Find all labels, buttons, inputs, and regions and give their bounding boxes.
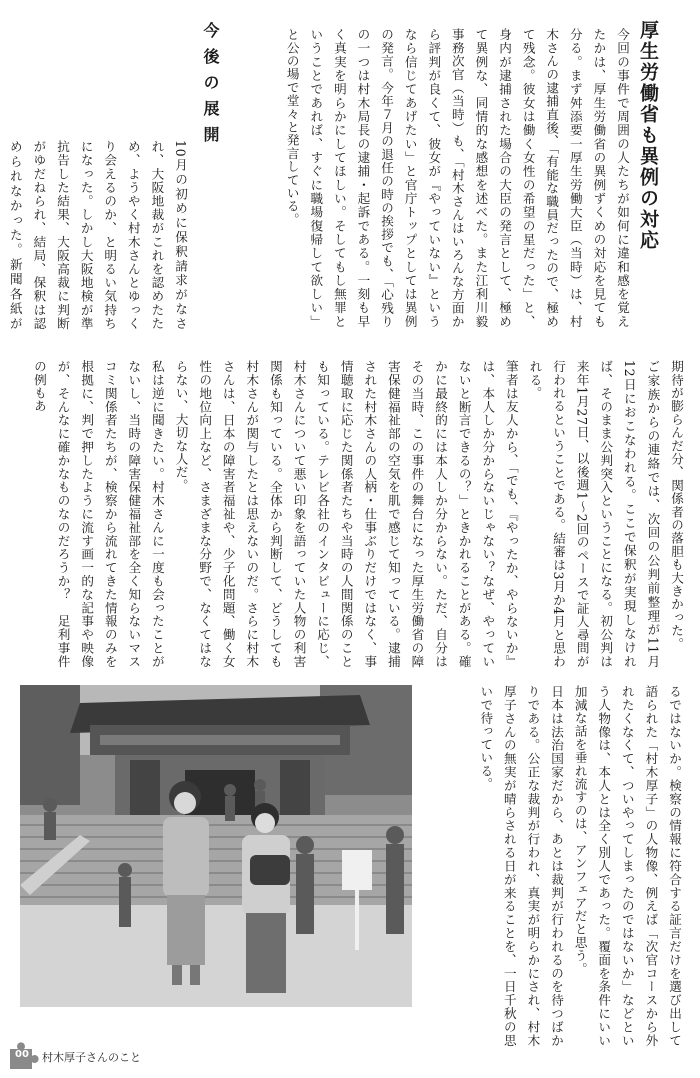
footer-label: 村木厚子さんのこと (42, 1051, 141, 1064)
page-footer (8, 1042, 308, 1072)
shrine-gate-photo (20, 685, 412, 1007)
article-body-top-left: 10月の初めに保釈請求がなされ、大阪地裁がこれを認めたため、ようやく村木さんとゆっくり会えるのか、と明るい気持ちになった。しかし大阪地検が準抗告した結果、大阪高裁に判断がゆだねられ、結局、保釈は認められなかった。新聞各紙が (7, 140, 188, 330)
photo-illustration (20, 685, 412, 1007)
article-body-bottom: るではないか。検察の情報に符合する証言だけを選び出して語られた「村木厚子」の人物像、例えば「次官コースから外れたくなくて、ついやってしまったのではないか」などという人物像は、本人とは全く別人であった。覆面を条件にいい加減な話を垂れ流すのは、アンフェアだと思う。 日本は法治国家だから、あとは裁判が行われるのを待つばかりである。公正な裁判が行われ、真実が明らかにされ、村木厚子さんの無実が晴らされる日が来ることを、一日千秋の思いで待っている。 (478, 685, 682, 1047)
article-body-top-right: 今回の事件で周囲の人たちが如何に違和感を覚えたかは、厚生労働省の異例ずくめの対応を見ても分る。まず舛添要一厚生労働大臣（当時）は、村木さんの逮捕直後、「有能な職員だったので、極めて残念。彼女は働く女性の希望の星だった」と、身内が逮捕された場合の大臣の発言として、極めて異例な、同情的な感想を述べた。また江利川毅事務次官（当時）も、「村木さんはいろんな方面から評判が良くて、彼女が『やっていない』というなら信じてあげたい」と官庁トップとしては異例の発言。今年７月の退任の時の挨拶でも、「心残りの一つは村木局長の逮捕・起訴である。一刻も早く真実を明らかにしてほしい。そしてもし無罪ということであれば、すぐに職場復帰して欲しい」と公の場で堂々と発言している。 (284, 28, 630, 328)
article-title: 厚生労働省も異例の対応 (637, 20, 659, 251)
page-number: 00 (15, 1049, 29, 1060)
article-body-middle: 期待が膨らんだ分、関係者の落胆も大きかった。 ご家族からの連絡では、次回の公判前整理が11月12日におこなわれる。ここで保釈が実現しなければ、そのまま公判突入ということになる。初公判は来年1月27日、以後週1～2回のペースで証人尋問が行われるということである。結審は3月か4月と思われる。 筆者は友人から、「でも、『やったか、やらないか』は、本人しか分からないじゃない？なぜ、やっていないと断言できるの？」ときかれることがある。確かに最終的には本人しか分からない。ただ、自分はその当時、この事件の舞台になった厚生労働省の障害保健福祉部の空気を肌で感じて知っている。逮捕された村木さんの人柄・仕事ぶりだけではなく、事情聴取に応じた関係者たちや当時の人間関係のことも知っている。テレビ各社のインタビューに応じ、村木さんについて悪い印象を語っていた人物の利害関係も知っている。全体から判断して、どうしても村木さんが関与したとは思えないのだ。さらに村木さんは、日本の障害者福祉や、少子化問題、働く女性の地位向上など、さまざまな分野で、なくてはならない、大切な人だ。 私は逆に聞きたい。村木さんに一度も会ったことがないし、当時の障害保健福祉部を全く知らないマスコミ関係者たちが、検察から流れてきた情報のみを根拠に、判で押したように流す画一的な記事や映像が、そんなに確かなものなのだろうか？ 足利事件の例もあ (31, 360, 684, 668)
section-heading: 今後の展開 (201, 22, 220, 152)
puzzle-piece-icon (8, 1043, 36, 1071)
